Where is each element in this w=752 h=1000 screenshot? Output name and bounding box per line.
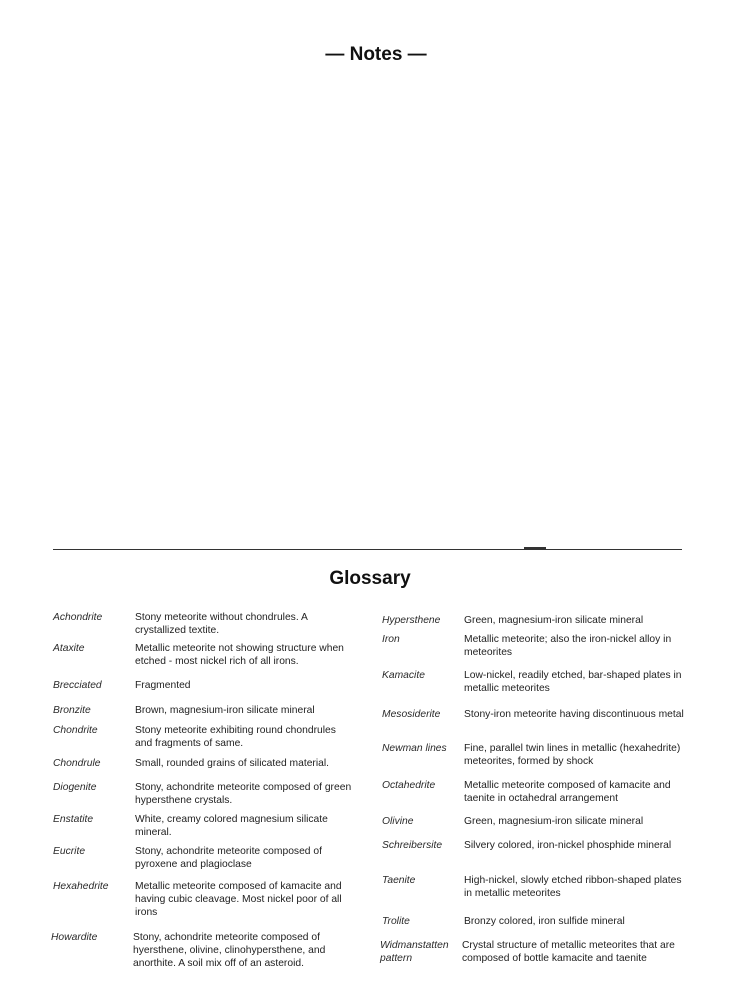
glossary-definition: Brown, magnesium-iron silicate mineral	[135, 705, 315, 716]
glossary-term: Widmanstatten pattern	[380, 940, 449, 964]
glossary-definition: Stony, achondrite meteorite composed of hyersthene, olivine, clinohypersthene, and anorthite. A soil mix off of an asteroid.	[133, 932, 326, 969]
glossary-definition: Stony meteorite exhibiting round chondrules and fragments of same.	[135, 725, 336, 749]
glossary-definition: Stony meteorite without chondrules. A crystallized textite.	[135, 612, 308, 636]
glossary-definition: Green, magnesium-iron silicate mineral	[464, 816, 644, 827]
glossary-definition: Low-nickel, readily etched, bar-shaped plates in metallic meteorites	[464, 670, 682, 694]
glossary-definition: High-nickel, slowly etched ribbon-shaped plates in metallic meteorites	[464, 875, 682, 899]
glossary-definition: Metallic meteorite composed of kamacite and taenite in octahedral arrangement	[464, 780, 671, 804]
glossary-definition: Green, magnesium-iron silicate mineral	[464, 615, 644, 626]
glossary-term: Bronzite	[53, 705, 91, 716]
glossary-term: Brecciated	[53, 680, 102, 691]
glossary-term: Howardite	[51, 932, 98, 943]
glossary-definition: Fine, parallel twin lines in metallic (hexahedrite) meteorites, formed by shock	[464, 743, 681, 767]
notes-title: — Notes —	[325, 44, 427, 65]
glossary-term: Newman lines	[382, 743, 447, 754]
glossary-title: Glossary	[329, 568, 411, 589]
glossary-definition: Metallic meteorite not showing structure when etched - most nickel rich of all irons.	[135, 643, 344, 667]
glossary-definition: Small, rounded grains of silicated material.	[135, 758, 330, 769]
glossary-term: Kamacite	[382, 670, 425, 681]
glossary-term: Olivine	[382, 816, 414, 827]
glossary-term: Trolite	[382, 916, 410, 927]
glossary-term: Eucrite	[53, 846, 86, 857]
glossary-term: Ataxite	[53, 643, 85, 654]
glossary-definition: White, creamy colored magnesium silicate mineral.	[135, 814, 328, 838]
glossary-term: Schreibersite	[382, 840, 443, 851]
glossary-definition: Metallic meteorite composed of kamacite and having cubic cleavage. Most nickel poor of all irons	[135, 881, 342, 918]
glossary-term: Hexahedrite	[53, 881, 109, 892]
glossary-definition: Metallic meteorite; also the iron-nickel alloy in meteorites	[464, 634, 672, 658]
glossary-term: Diogenite	[53, 782, 97, 793]
glossary-term: Hypersthene	[382, 615, 441, 626]
glossary-term: Iron	[382, 634, 400, 645]
glossary-definition: Stony-iron meteorite having discontinuous metal	[464, 709, 684, 720]
glossary-term: Chondrite	[53, 725, 98, 736]
glossary-definition: Bronzy colored, iron sulfide mineral	[464, 916, 625, 927]
glossary-definition: Fragmented	[135, 680, 191, 691]
glossary-definition: Stony, achondrite meteorite composed of green hypersthene crystals.	[135, 782, 352, 806]
glossary-term: Octahedrite	[382, 780, 436, 791]
section-divider	[53, 549, 682, 550]
glossary-definition: Stony, achondrite meteorite composed of pyroxene and plagioclase	[135, 846, 322, 870]
glossary-term: Taenite	[382, 875, 416, 886]
glossary-term: Enstatite	[53, 814, 94, 825]
glossary-definition: Crystal structure of metallic meteorites that are composed of bottle kamacite and taenite	[462, 940, 675, 964]
glossary-definition: Silvery colored, iron-nickel phosphide mineral	[464, 840, 672, 851]
glossary-term: Mesosiderite	[382, 709, 441, 720]
divider-mark	[524, 547, 546, 550]
glossary-term: Achondrite	[53, 612, 103, 623]
glossary-term: Chondrule	[53, 758, 101, 769]
